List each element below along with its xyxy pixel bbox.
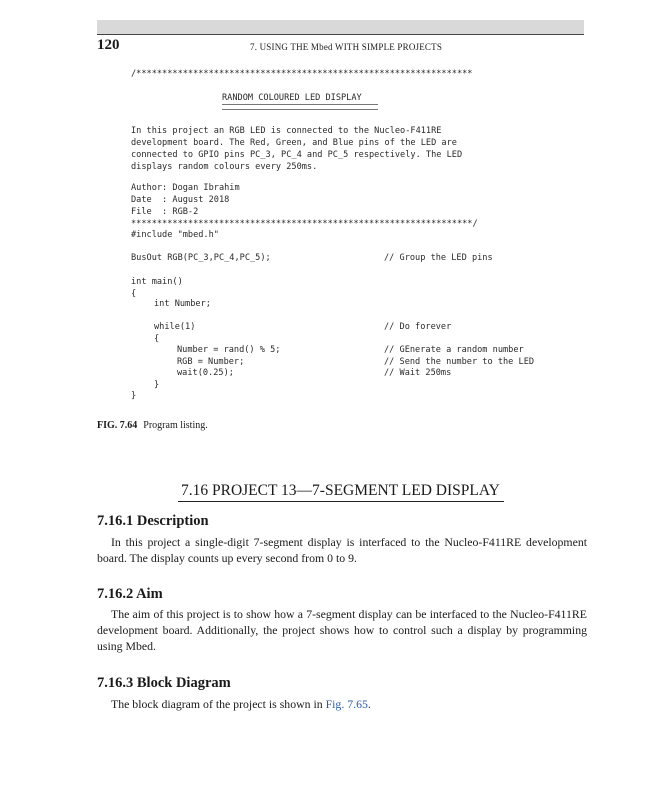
figure-caption (97, 420, 208, 431)
header-rule (97, 34, 584, 35)
code-include: #include "mbed.h" (131, 230, 219, 240)
top-gray-bar (97, 20, 584, 34)
code-comment: // GEnerate a random number (384, 345, 524, 355)
code-statement: Number = rand() % 5; (177, 345, 281, 355)
figure-link[interactable]: Fig. 7.65 (325, 697, 368, 711)
description-paragraph: In this project a single-digit 7-segment display is interfaced to the Nucleo-F411RE development board. The display counts up every second from 0 to 9. (97, 535, 587, 565)
code-bottom-stars: ******************************************************************/ (131, 219, 478, 229)
code-while: while(1) (154, 322, 196, 332)
code-inner-close-brace: } (154, 380, 160, 390)
code-date: Date : August 2018 (131, 195, 230, 205)
block-diagram-text-end: . (367, 697, 371, 711)
code-inner-open-brace: { (154, 334, 160, 344)
block-diagram-text: The block diagram of the project is shown in (111, 697, 326, 711)
code-author: Author: Dogan Ibrahim (131, 183, 240, 193)
code-statement: wait(0.25); (177, 368, 234, 378)
page-number: 120 (97, 37, 120, 53)
code-close-brace: } (131, 391, 137, 401)
code-desc-line: connected to GPIO pins PC_3, PC_4 and PC_5 respectively. The LED (131, 150, 463, 160)
code-title: RANDOM COLOURED LED DISPLAY (222, 93, 362, 103)
block-diagram-paragraph (97, 696, 587, 712)
code-comment: // Group the LED pins (384, 253, 493, 263)
running-head: 7. USING THE Mbed WITH SIMPLE PROJECTS (250, 42, 443, 52)
code-busout: BusOut RGB(PC_3,PC_4,PC_5); (131, 253, 271, 263)
code-declaration: int Number; (154, 299, 211, 309)
code-statement: RGB = Number; (177, 357, 245, 367)
subsection-heading-aim: 7.16.2 Aim (97, 586, 163, 602)
code-comment: // Do forever (384, 322, 452, 332)
code-top-stars: /***************************************************************** (131, 69, 473, 79)
code-comment: // Send the number to the LED (384, 357, 535, 367)
figure-caption-text: Program listing. (143, 420, 208, 431)
code-file: File : RGB-2 (131, 207, 199, 217)
subsection-heading-description: 7.16.1 Description (97, 513, 209, 529)
code-comment: // Wait 250ms (384, 368, 452, 378)
code-open-brace: { (131, 289, 137, 299)
code-desc-line: displays random colours every 250ms. (131, 162, 318, 172)
aim-paragraph: The aim of this project is to show how a 7-segment display can be interfaced to the Nucleo-F411RE development board. Additionally, the project shows how to control such a display by programming using Mbed. (97, 607, 587, 653)
code-desc-line: In this project an RGB LED is connected to the Nucleo-F411RE (131, 126, 442, 136)
subsection-heading-block-diagram: 7.16.3 Block Diagram (97, 675, 231, 691)
figure-label: FIG. 7.64 (97, 420, 138, 431)
section-title-rule (178, 501, 504, 502)
code-main-signature: int main() (131, 277, 183, 287)
code-desc-line: development board. The Red, Green, and Blue pins of the LED are (131, 138, 457, 148)
section-title: 7.16 PROJECT 13—7-SEGMENT LED DISPLAY (181, 482, 500, 499)
code-title-underline (222, 104, 378, 110)
